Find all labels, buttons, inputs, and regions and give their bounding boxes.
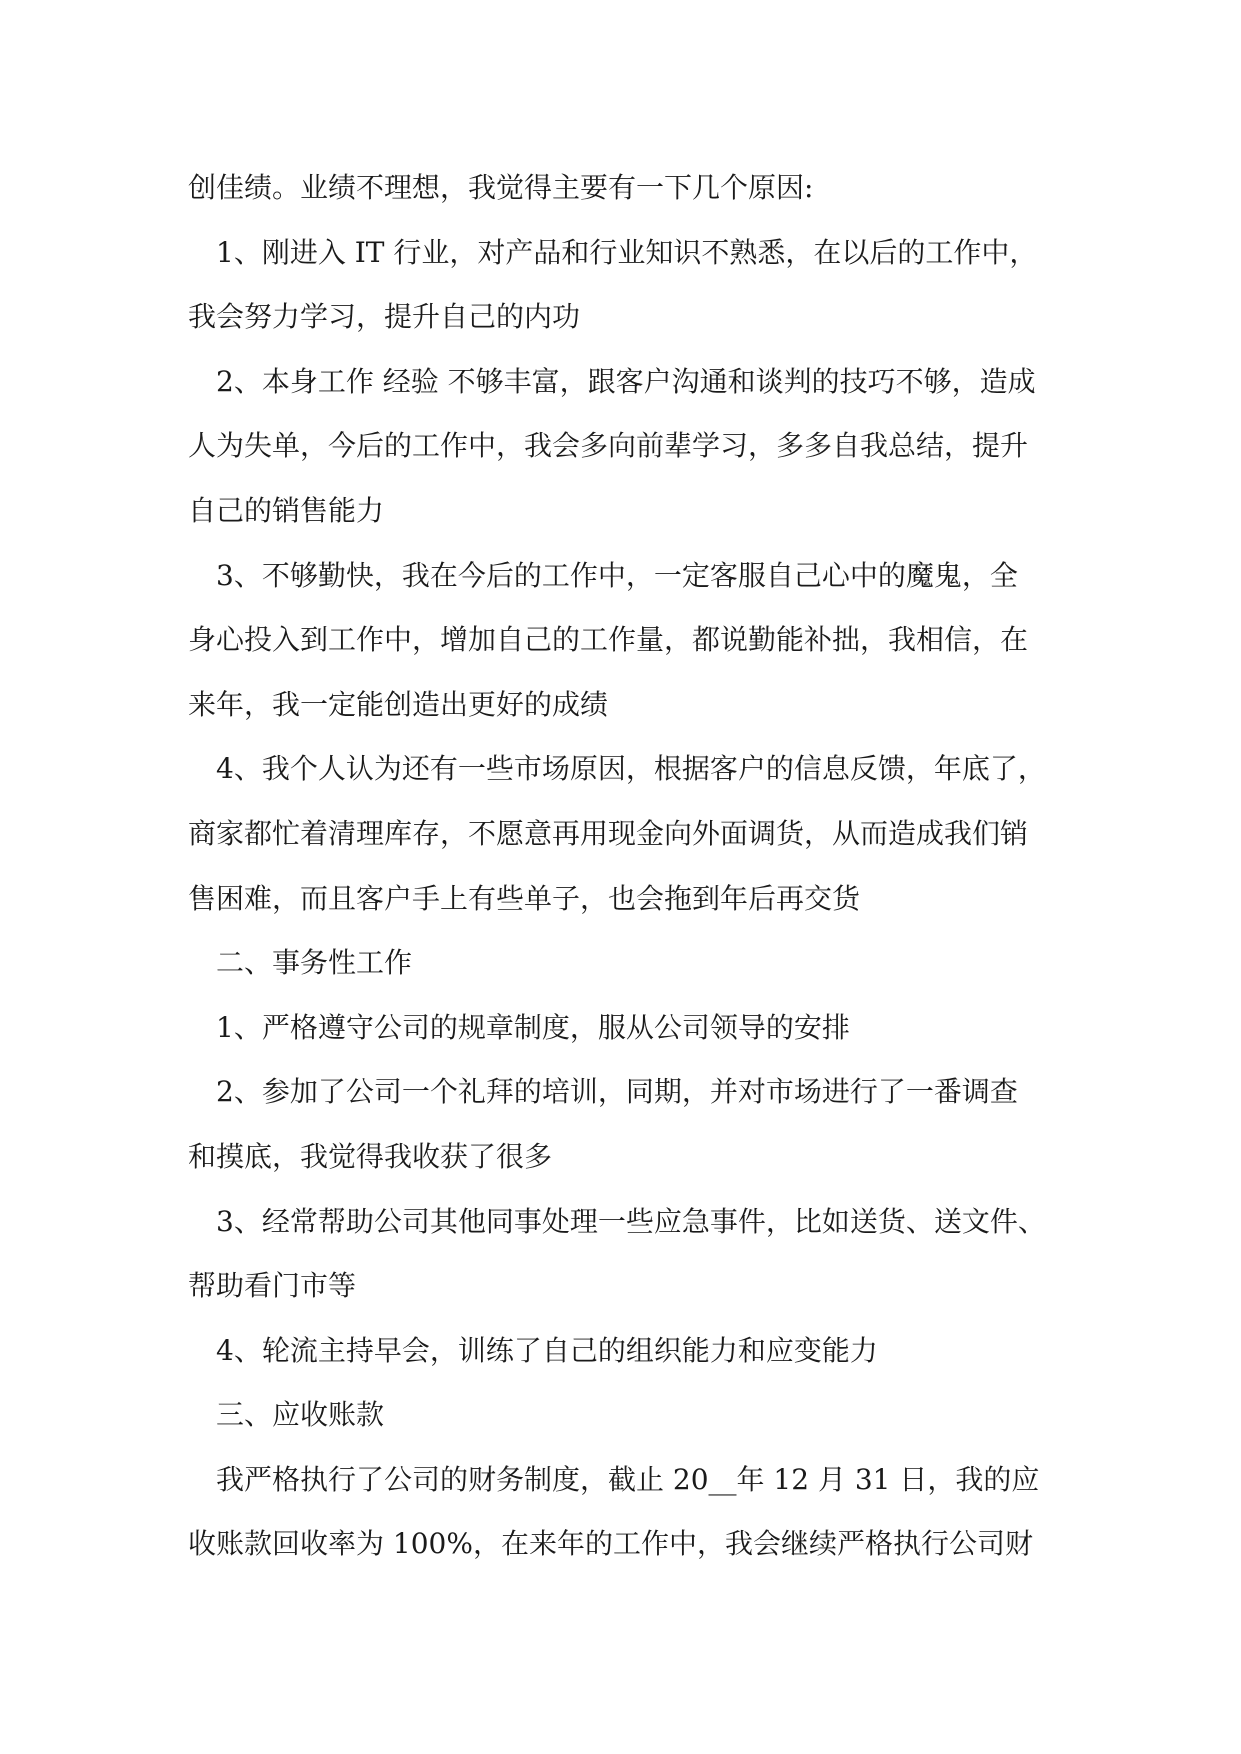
text-line: 1、刚进入 IT 行业，对产品和行业知识不熟悉，在以后的工作中， [216, 235, 1038, 269]
paragraph-reasons-intro [188, 156, 1058, 221]
text-line: 和摸底，我觉得我收获了很多 [188, 1139, 553, 1173]
text-line: 收账款回收率为 100%，在来年的工作中，我会继续严格执行公司财 [188, 1527, 1033, 1561]
text-line: 我严格执行了公司的财务制度，截止 20__年 12 月 31 日，我的应 [216, 1462, 1040, 1496]
paragraph-reason-3 [188, 544, 1058, 738]
text-line: 我会努力学习，提升自己的内功 [188, 300, 581, 334]
document-body [188, 156, 1058, 1577]
paragraph-reason-1 [188, 221, 1058, 350]
text-line: 2、本身工作 经验 不够丰富，跟客户沟通和谈判的技巧不够，造成 [216, 364, 1036, 398]
text-line: 来年，我一定能创造出更好的成绩 [188, 687, 609, 721]
text-line: 身心投入到工作中，增加自己的工作量，都说勤能补拙，我相信，在 [188, 623, 1029, 657]
section-heading-affairs [188, 931, 1058, 996]
text-line: 1、严格遵守公司的规章制度，服从公司领导的安排 [216, 1010, 850, 1044]
text-line: 帮助看门市等 [188, 1269, 357, 1303]
text-line: 自己的销售能力 [188, 493, 385, 527]
paragraph-affairs-1 [188, 996, 1058, 1061]
text-line: 商家都忙着清理库存，不愿意再用现金向外面调货，从而造成我们销 [188, 816, 1029, 850]
paragraph-reason-4 [188, 737, 1058, 931]
text-line: 4、我个人认为还有一些市场原因，根据客户的信息反馈，年底了， [216, 752, 1046, 786]
text-line: 3、经常帮助公司其他同事处理一些应急事件，比如送货、送文件、 [216, 1204, 1046, 1238]
text-line: 创佳绩。业绩不理想，我觉得主要有一下几个原因: [188, 171, 814, 204]
text-line: 2、参加了公司一个礼拜的培训，同期，并对市场进行了一番调查 [216, 1075, 1018, 1109]
section-heading: 三、应收账款 [216, 1398, 385, 1432]
section-heading-receivables [188, 1383, 1058, 1448]
paragraph-reason-2 [188, 350, 1058, 544]
paragraph-affairs-2 [188, 1060, 1058, 1189]
text-line: 人为失单，今后的工作中，我会多向前辈学习，多多自我总结，提升 [188, 429, 1029, 463]
text-line: 4、轮流主持早会，训练了自己的组织能力和应变能力 [216, 1333, 878, 1367]
section-heading: 二、事务性工作 [216, 946, 413, 980]
paragraph-affairs-3 [188, 1190, 1058, 1319]
paragraph-affairs-4 [188, 1319, 1058, 1384]
text-line: 3、不够勤快，我在今后的工作中，一定客服自己心中的魔鬼，全 [216, 558, 1018, 592]
paragraph-receivables [188, 1448, 1058, 1577]
text-line: 售困难，而且客户手上有些单子，也会拖到年后再交货 [188, 881, 861, 915]
